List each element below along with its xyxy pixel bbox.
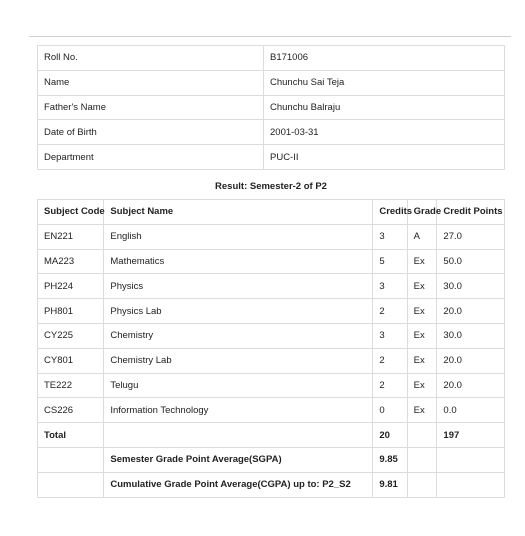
name-label: Name: [38, 70, 264, 95]
total-label: Total: [38, 423, 104, 448]
header-subject-name: Subject Name: [104, 200, 373, 225]
result-table: [37, 199, 505, 498]
credit-points-cell: 30.0: [437, 323, 505, 348]
grade-cell: Ex: [407, 274, 437, 299]
grade-cell: Ex: [407, 373, 437, 398]
table-row: [38, 398, 505, 423]
credits-cell: 3: [373, 224, 407, 249]
header-grade: Grade: [407, 200, 437, 225]
grade-cell: A: [407, 224, 437, 249]
subject-code-cell: MA223: [38, 249, 104, 274]
subject-code-cell: CY801: [38, 348, 104, 373]
student-info-table: [37, 45, 505, 170]
table-row: [38, 348, 505, 373]
credits-cell: 2: [373, 348, 407, 373]
result-rows: [38, 224, 505, 422]
grade-cell: Ex: [407, 249, 437, 274]
cgpa-row: [38, 472, 505, 497]
subject-name-cell: Chemistry Lab: [104, 348, 373, 373]
grade-cell: Ex: [407, 299, 437, 324]
subject-name-cell: Telugu: [104, 373, 373, 398]
total-empty: [104, 423, 373, 448]
subject-code-cell: CY225: [38, 323, 104, 348]
table-row: [38, 373, 505, 398]
info-row-roll: [38, 46, 505, 71]
cgpa-empty-2: [407, 472, 437, 497]
info-row-father: [38, 95, 505, 120]
total-credits: 20: [373, 423, 407, 448]
cgpa-empty: [38, 472, 104, 497]
subject-name-cell: Chemistry: [104, 323, 373, 348]
info-row-dob: [38, 120, 505, 145]
credit-points-cell: 27.0: [437, 224, 505, 249]
grade-cell: Ex: [407, 323, 437, 348]
total-points: 197: [437, 423, 505, 448]
roll-label: Roll No.: [38, 46, 264, 71]
sgpa-empty: [38, 447, 104, 472]
credit-points-cell: 20.0: [437, 299, 505, 324]
subject-name-cell: Information Technology: [104, 398, 373, 423]
info-row-dept: [38, 145, 505, 170]
subject-code-cell: PH801: [38, 299, 104, 324]
credit-points-cell: 20.0: [437, 348, 505, 373]
sgpa-row: [38, 447, 505, 472]
table-row: [38, 224, 505, 249]
header-subject-code: Subject Code: [38, 200, 104, 225]
result-header-row: [38, 200, 505, 225]
subject-code-cell: PH224: [38, 274, 104, 299]
credits-cell: 2: [373, 373, 407, 398]
subject-name-cell: Mathematics: [104, 249, 373, 274]
roll-value: B171006: [264, 46, 505, 71]
father-value: Chunchu Balraju: [264, 95, 505, 120]
subject-name-cell: English: [104, 224, 373, 249]
credit-points-cell: 50.0: [437, 249, 505, 274]
header-credits: Credits: [373, 200, 407, 225]
dob-label: Date of Birth: [38, 120, 264, 145]
sgpa-value: 9.85: [373, 447, 407, 472]
sgpa-label: Semester Grade Point Average(SGPA): [104, 447, 373, 472]
sgpa-empty-3: [437, 447, 505, 472]
credit-points-cell: 0.0: [437, 398, 505, 423]
subject-name-cell: Physics Lab: [104, 299, 373, 324]
father-label: Father's Name: [38, 95, 264, 120]
credits-cell: 3: [373, 323, 407, 348]
subject-code-cell: CS226: [38, 398, 104, 423]
table-row: [38, 323, 505, 348]
cgpa-empty-3: [437, 472, 505, 497]
name-value: Chunchu Sai Teja: [264, 70, 505, 95]
dept-value: PUC-II: [264, 145, 505, 170]
total-grade-empty: [407, 423, 437, 448]
table-row: [38, 249, 505, 274]
dept-label: Department: [38, 145, 264, 170]
table-row: [38, 299, 505, 324]
table-row: [38, 274, 505, 299]
credit-points-cell: 30.0: [437, 274, 505, 299]
credits-cell: 2: [373, 299, 407, 324]
total-row: [38, 423, 505, 448]
info-row-name: [38, 70, 505, 95]
top-divider: [29, 36, 511, 37]
grade-cell: Ex: [407, 398, 437, 423]
sgpa-empty-2: [407, 447, 437, 472]
credits-cell: 0: [373, 398, 407, 423]
subject-code-cell: EN221: [38, 224, 104, 249]
dob-value: 2001-03-31: [264, 120, 505, 145]
header-credit-points: Credit Points: [437, 200, 505, 225]
credits-cell: 5: [373, 249, 407, 274]
cgpa-value: 9.81: [373, 472, 407, 497]
credits-cell: 3: [373, 274, 407, 299]
subject-name-cell: Physics: [104, 274, 373, 299]
credit-points-cell: 20.0: [437, 373, 505, 398]
subject-code-cell: TE222: [38, 373, 104, 398]
grade-cell: Ex: [407, 348, 437, 373]
result-title: Result: Semester-2 of P2: [215, 181, 327, 192]
cgpa-label: Cumulative Grade Point Average(CGPA) up to: P2_S2: [104, 472, 373, 497]
